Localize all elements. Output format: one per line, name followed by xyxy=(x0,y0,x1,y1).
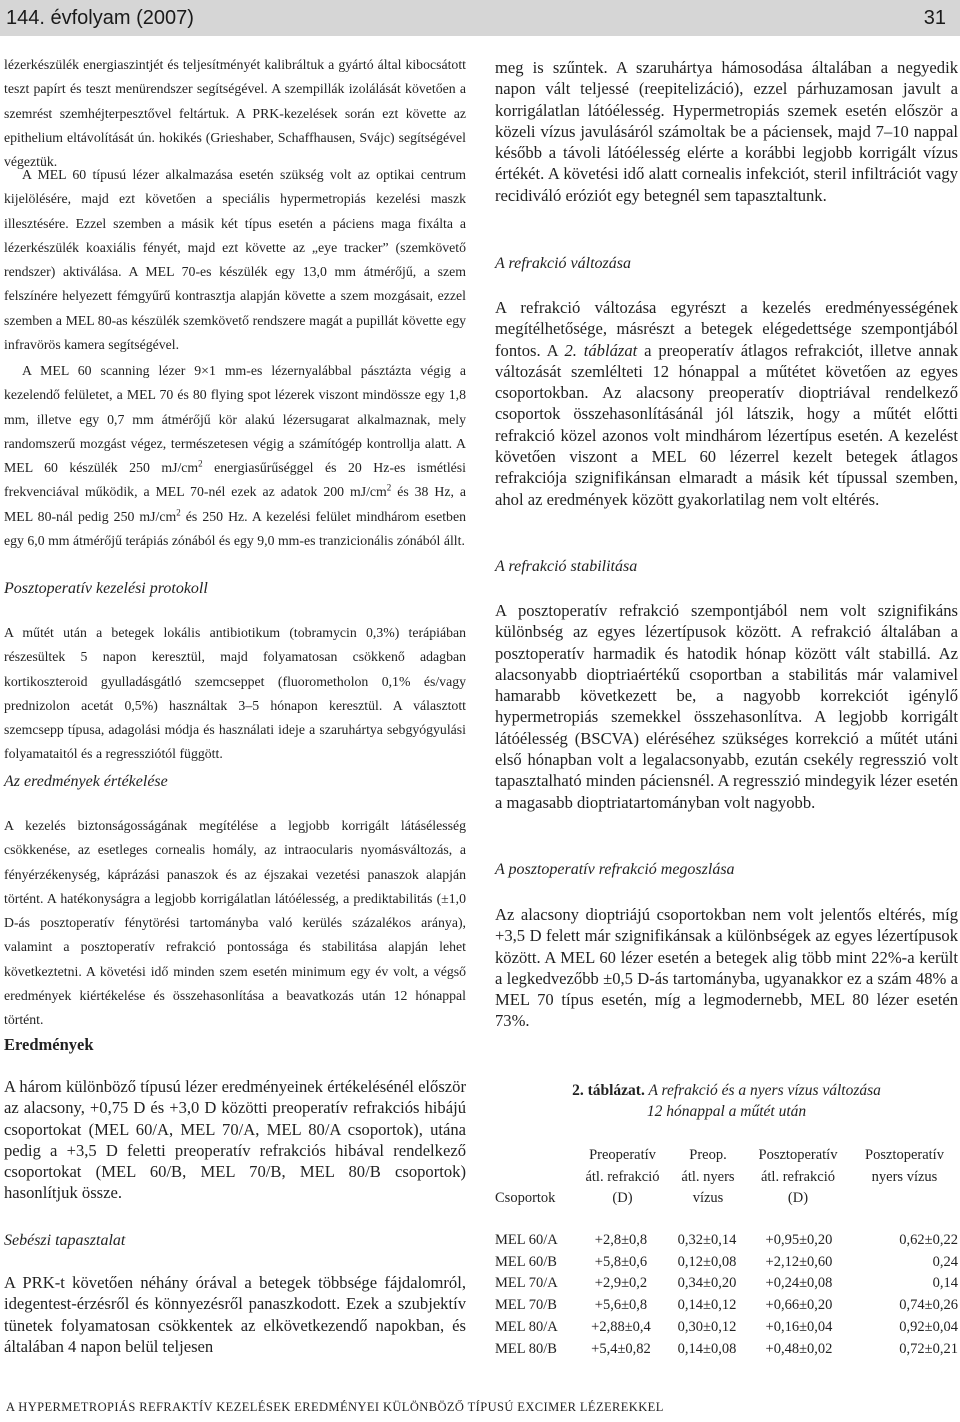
value-cell: +0,16±0,04 xyxy=(765,1318,833,1335)
section-heading: A refrakció változása xyxy=(495,255,631,272)
column-header: Posztoperatív átl. refrakció (D) xyxy=(758,1147,838,1206)
value-cell: 0,32±0,14 xyxy=(677,1232,737,1248)
value-cell: 0,14±0,12 xyxy=(677,1297,737,1314)
value-cell: 0,24 xyxy=(932,1253,958,1270)
section-heading: Sebészi tapasztalat xyxy=(4,1232,126,1249)
value-cell: +2,88±0,4 xyxy=(591,1318,651,1335)
value-cell: +0,48±0,02 xyxy=(765,1340,833,1357)
table-title: A refrakció és a nyers vízus változása xyxy=(644,1082,881,1099)
group-cell: MEL 80/A xyxy=(495,1318,558,1335)
group-cell: MEL 70/B xyxy=(495,1297,557,1314)
table-label: 2. táblázat. xyxy=(572,1082,645,1099)
table-body xyxy=(495,1230,958,1360)
volume-label: 144. évfolyam (2007) xyxy=(6,7,194,29)
value-cell: 0,12±0,08 xyxy=(677,1253,737,1270)
table-row xyxy=(495,1230,958,1252)
value-cell: +2,12±0,60 xyxy=(765,1253,833,1270)
value-cell: +5,8±0,6 xyxy=(594,1253,648,1270)
table-row xyxy=(495,1295,958,1317)
paragraph: A három különböző típusú lézer eredményeinek értékelésénél először az alacsony, +0,75 D és +3,0 D közötti preoperatív refrakciós hibájú csoportokat (MEL 60/A, MEL 70/A, MEL 80/A csoportok), utána pedig a +3,5 D feletti preoperatív refrakciós hibával rendelkező csoportokat (MEL 60/B, MEL 70/B, MEL 80/B csoportok) hasonlítjuk össze. xyxy=(4,1077,466,1203)
value-cell: +0,66±0,20 xyxy=(765,1297,833,1314)
table-row xyxy=(495,1339,958,1361)
table-row xyxy=(495,1273,958,1295)
paragraph: lézerkészülék energiaszintjét és teljesítményét kalibráltuk a gyártó által kibocsátott teszt papírt és teszt menürendszer segítségével. A szempillák izolálását követően a szemrést szemhéjterpesztővel feltártuk. A PRK-kezelések során ezt követte az epithelium eltávolítását ún. hokikés (Grieshaber, Schaffhausen, Svájc) segítségével végeztük. xyxy=(4,57,466,170)
table-row xyxy=(495,1252,958,1274)
section-heading: Eredmények xyxy=(4,1035,94,1054)
value-cell: 0,62±0,22 xyxy=(899,1232,958,1248)
value-cell: +2,9±0,2 xyxy=(594,1275,648,1292)
data-table xyxy=(495,1145,958,1357)
running-footer: A HYPERMETROPIÁS REFRAKTÍV KEZELÉSEK EREDMÉNYEI KÜLÖNBÖZŐ TÍPUSÚ EXCIMER LÉZEREKKEL xyxy=(6,1400,664,1414)
value-cell: +0,95±0,20 xyxy=(765,1232,833,1248)
group-cell: MEL 60/B xyxy=(495,1253,557,1270)
value-cell: +2,8±0,8 xyxy=(594,1232,648,1248)
group-cell: MEL 80/B xyxy=(495,1340,557,1357)
value-cell: +5,4±0,82 xyxy=(591,1340,651,1357)
paragraph: Az alacsony dioptriájú csoportokban nem volt jelentős eltérés, míg +3,5 D felett már szignifikánsak a különbségek az egyes lézertípusok között. A MEL 60 lézer esetén a betegek alig több mint 22%-a került a legkedvezőbb ±0,5 D-ás tartományba, ugyanakkor ez a szám 48% a MEL 70 típus esetén, míg a legmodernebb, MEL 80 lézer esetén 73%. xyxy=(495,905,958,1031)
paragraph: A MEL 60 scanning lézer 9×1 mm-es lézernyalábbal pásztázta végig a kezelendő felületet, a MEL 70 és 80 flying spot lézerek viszont mindössze egy 1,8 mm, illetve egy 0,7 mm átmérőjű kör alakú lézersugarat alkalmaznak, mely randomszerű mozgást végez, természetesen végig a számítógép kontrollja alatt. A MEL 60 készülék 250 $mJ/cm^2$ energiasűrűséggel és 20 Hz-es ismétlési frekvenciával működik, a MEL 70-nél ezek az adatok 200 $mJ/cm^2$ és 38 Hz, a MEL 80-nál pedig 250 $mJ/cm^2$ és 250 Hz. A kezelési felület mindhárom esetben egy 6,0 mm átmérőjű terápiás zónából és egy 9,0 mm-es tranzicionális zónából állt. xyxy=(4,363,466,549)
table-caption xyxy=(495,1080,958,1122)
value-cell: 0,14 xyxy=(932,1275,958,1292)
value-cell: +0,24±0,08 xyxy=(765,1275,833,1292)
page-number: 31 xyxy=(923,7,946,29)
running-header xyxy=(0,0,960,36)
table-row xyxy=(495,1317,958,1339)
table-title: 12 hónappal a műtét után xyxy=(646,1103,807,1120)
value-cell: +5,6±0,8 xyxy=(594,1297,648,1314)
paragraph: A refrakció változása egyrészt a kezelés eredményességének megítélhetősége, másrészt a betegek elégedettsége szempontjából fontos. A 2. táblázat a preoperatív átlagos refrakciót, illetve annak változását szemlélteti 12 hónappal a műtétet követően az egyes csoportokban. Az alacsony preoperatív dioptriával rendelkező csoportok összehasonlításánál jól látszik, hogy a műtét előtti refrakció közel azonos volt mindhárom lézertípus esetén. A kezelést követően viszont a MEL 60 lézerrel kezelt betegek átlagos refrakciója szignifikánsan elmaradt a másik két típussal szemben, ahol az eredmények között gyakorlatilag nem volt eltérés. xyxy=(495,298,958,509)
value-cell: 0,92±0,04 xyxy=(899,1318,958,1335)
group-cell: MEL 70/A xyxy=(495,1275,558,1292)
paragraph: A PRK-t követően néhány órával a betegek többsége fájdalomról, idegentest-érzésről és könnyezésről panaszkodott. Ezek a szubjektív tünetek folyamatosan csökkentek az elkövetkezendő napokban, és általában 4 napon belül teljesen xyxy=(4,1273,466,1356)
paragraph: A posztoperatív refrakció szempontjából nem volt szignifikáns különbség az egyes lézertípusok között. A refrakció általában a posztoperatív harmadik és hatodik hónap között vált stabillá. Az alacsonyabb dioptriaértékű csoportban a stabilitás már valamivel hamarabb következett be, a nagyobb korrekciót igénylő hypermetropiás szemekkel összehasonlítva. A legjobb korrigált látóélesség (BSCVA) eléréséhez szükséges korrekció a műtét utáni első hónapban volt a legalacsonyabb, ezután csekély regresszió volt tapasztalható minden páciensnél. A regresszió mindegyik lézer esetén a magasabb dioptriatartományban volt nagyobb. xyxy=(495,601,958,812)
value-cell: 0,72±0,21 xyxy=(899,1340,958,1357)
paragraph: A MEL 60 típusú lézer alkalmazása esetén szükség volt az optikai centrum kijelölésére, majd ezt követően a speciális hypermetropiás kezelési maszk illesztésére. Ezzel szemben a másik két típus esetén a páciens maga fixálta a lézerkészülék koaxiális fényét, majd ezt követte az „eye tracker” (szemkövető rendszer) aktiválása. A MEL 70-es készülék egy 13,0 mm átmérőjű, a szem felszínére helyezett fémgyűrű kontrasztja alapján követte a szem mozgásait, ezzel szemben a MEL 80-as készülék szemkövető rendszere magát a pupillát követte egy infravörös kamera segítségével. xyxy=(4,167,466,353)
group-cell: MEL 60/A xyxy=(495,1232,558,1248)
table-header xyxy=(495,1145,958,1215)
paragraph: meg is szűntek. A szaruhártya hámosodása általában a negyedik napon vált teljessé (reepitelizáció), ezzel párhuzamosan javult a korrigálatlan látóélesség. Hypermetropiás szemek esetén először a közeli vízus javulásáról számoltak be a páciensek, majd 7–10 nappal később a távoli látóélesség elérte a korábbi legjobb korrigált vízus értékét. A követési idő alatt cornealis infekciót, steril infiltrációt vagy recidiváló eróziót egy betegnél sem tapasztaltunk. xyxy=(495,58,958,205)
value-cell: 0,74±0,26 xyxy=(899,1297,958,1314)
column-header: Preop. átl. nyers vízus xyxy=(681,1147,735,1206)
section-heading: Az eredmények értékelése xyxy=(4,773,168,790)
column-header: Csoportok xyxy=(495,1190,556,1206)
value-cell: 0,34±0,20 xyxy=(677,1275,737,1292)
section-heading: Posztoperatív kezelési protokoll xyxy=(4,580,208,597)
section-heading: A posztoperatív refrakció megoszlása xyxy=(495,861,735,878)
column-header: Posztoperatív nyers vízus xyxy=(865,1147,944,1185)
paragraph: A kezelés biztonságosságának megítélése a legjobb korrigált látásélesség csökkenése, az esetleges cornealis homály, az intraocularis nyomásváltozás, a fényérzékenység, káprázási panaszok és az éjszakai vezetési panaszok alapján történt. A hatékonyságra a legjobb korrigálatlan látóélesség, a prediktabilitás (±1,0 D-ás posztoperatív fénytörési tartományba való kerülés százalékos aránya), valamint a posztoperatív refrakció pontossága és stabilitása alapján lehet következtetni. A követési idő minden szem esetén minimum egy év volt, a végső eredmények kiértékelése és összehasonlítása a beavatkozás után 12 hónappal történt. xyxy=(4,818,466,1028)
column-header: Preoperatív átl. refrakció (D) xyxy=(585,1147,660,1206)
section-heading: A refrakció stabilitása xyxy=(495,558,638,575)
paragraph: A műtét után a betegek lokális antibiotikum (tobramycin 0,3%) terápiában részesültek 5 napon keresztül, majd folyamatosan csökkenő adagban kortikoszteroid gyulladásgátló szemcseppet (fluorometholon 0,1% és/vagy prednizolon acetát 0,5%) használtak 3–5 hónapon keresztül. A választott szemcsepp típusa, adagolási módja és használati ideje a szaruhártya sebgyógyulási folyamataitól és a regressziótól függött. xyxy=(4,625,466,762)
value-cell: 0,14±0,08 xyxy=(677,1340,737,1357)
value-cell: 0,30±0,12 xyxy=(677,1318,737,1335)
